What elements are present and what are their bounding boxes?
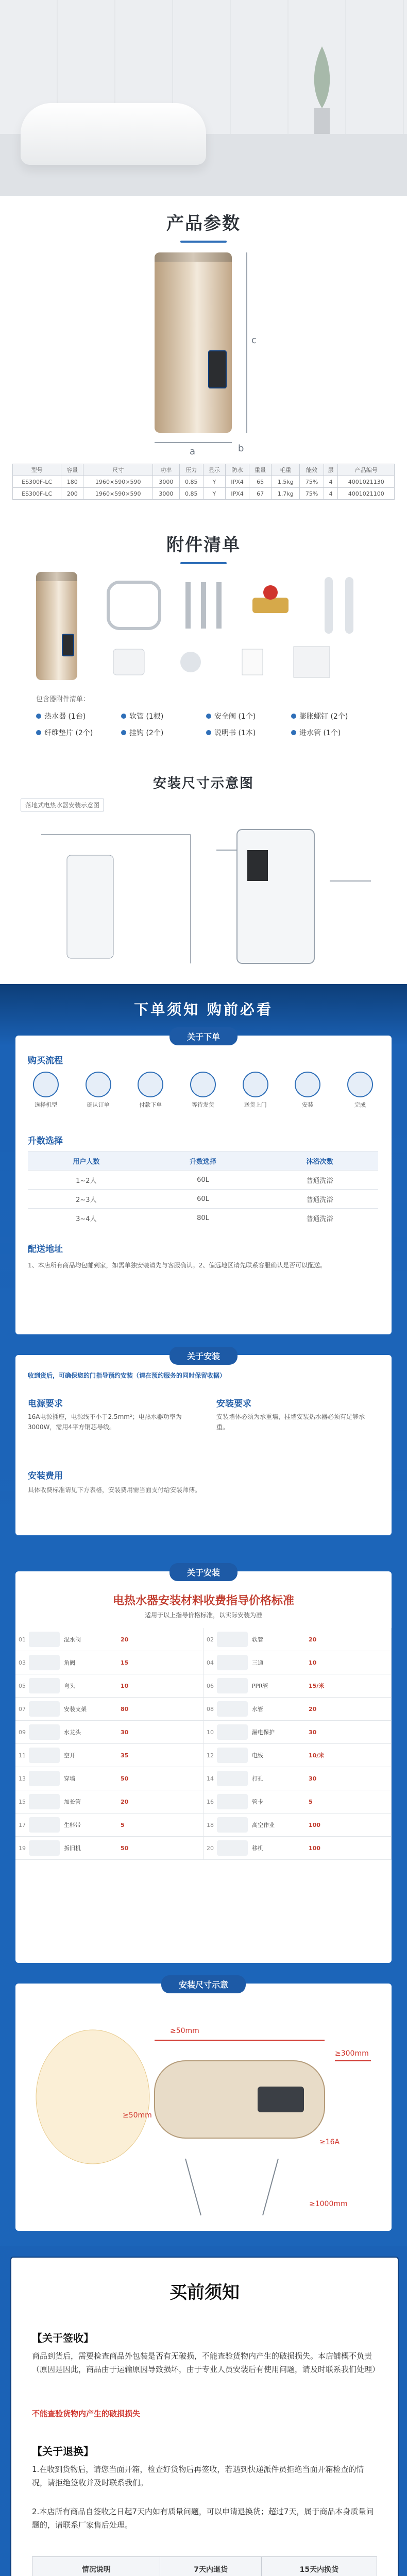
upgrade-heading: 升数选择 xyxy=(28,1136,63,1146)
fee-row xyxy=(15,1674,204,1698)
order-notice-title: 下单须知 购前必看 xyxy=(134,1001,273,1018)
fee-row xyxy=(15,1698,204,1721)
list-item xyxy=(36,727,116,738)
bullet-icon xyxy=(291,714,296,719)
fee-number: 11 xyxy=(19,1752,26,1759)
list-item xyxy=(291,727,371,738)
fee-price: 35 xyxy=(121,1752,129,1759)
fee-number: 17 xyxy=(19,1821,26,1828)
fee-item-image xyxy=(29,1724,60,1740)
mount-text: 安装墙体必须为承重墙，挂墙安装热水器必须有足够承重。 xyxy=(216,1413,365,1431)
table-row xyxy=(32,2557,377,2576)
delivery-heading: 配送地址 xyxy=(28,1244,63,1255)
table-cell: 4001021130 xyxy=(338,476,395,488)
table-cell: IPX4 xyxy=(225,476,249,488)
fee-number: 16 xyxy=(207,1798,214,1805)
fee-row xyxy=(204,1767,392,1790)
table-cell: 用户人数 xyxy=(28,1151,145,1171)
accessory-valve-image xyxy=(242,577,299,634)
signing-body: 商品到货后，需要检查商品外包装是否有无破损，不能查验货物内产生的破损损失。本店铺概不负责（原因是因此，商品由于运输原因导致损坏，由于专业人员安装后有使用问题，请及时联系我们处理） xyxy=(32,2351,380,2374)
fee-price: 20 xyxy=(309,1705,317,1713)
cost-heading: 安装费用 xyxy=(28,1471,63,1481)
table-cell: IPX4 xyxy=(225,488,249,500)
table-cell: 功率 xyxy=(153,464,179,476)
accessory-heater-image xyxy=(36,572,77,680)
order-pill: 关于下单 xyxy=(169,1027,238,1045)
fee-row xyxy=(15,1721,204,1744)
list-item-label: 挂钩 (2个) xyxy=(129,729,164,737)
fee-item-image xyxy=(29,1771,60,1786)
fee-name: 空开 xyxy=(64,1752,75,1759)
dim-floor-label: ≥1000mm xyxy=(309,2200,348,2208)
fee-name: 电线 xyxy=(252,1752,263,1759)
tank-control-panel xyxy=(208,350,227,388)
flow-step xyxy=(28,1072,64,1109)
fee-number: 18 xyxy=(207,1821,214,1828)
fee-price: 30 xyxy=(309,1728,317,1736)
table-cell: 压力 xyxy=(179,464,203,476)
flow-step-label: 完成 xyxy=(354,1101,366,1108)
accessories-list xyxy=(36,711,371,738)
dims-pill: 安装尺寸示意 xyxy=(161,1975,246,1993)
fee-item-image xyxy=(29,1794,60,1809)
dimension-label-a: a xyxy=(190,446,196,457)
fee-price: 50 xyxy=(121,1844,129,1852)
fee-price: 100 xyxy=(309,1844,320,1852)
hero-image xyxy=(0,0,407,196)
fee-name: 水龙头 xyxy=(64,1729,81,1736)
table-cell: 67 xyxy=(249,488,272,500)
fee-item-image xyxy=(217,1771,248,1786)
fee-row xyxy=(15,1814,204,1837)
table-cell: 毛重 xyxy=(272,464,300,476)
bullet-icon xyxy=(36,730,41,735)
flow-step-label: 送货上门 xyxy=(244,1101,267,1108)
fees-title: 电热水器安装材料收费指导价格标准 xyxy=(112,1595,294,1607)
fee-row xyxy=(204,1744,392,1767)
table-cell: Y xyxy=(203,488,225,500)
fee-price: 15 xyxy=(121,1659,129,1666)
buyer-notes-title: 买前须知 xyxy=(169,2282,240,2303)
accessories-title: 附件清单 xyxy=(0,531,407,564)
fee-name: 安装支架 xyxy=(64,1706,87,1713)
flow-step-icon xyxy=(295,1072,320,1097)
table-row xyxy=(28,1171,378,1190)
table-cell: 尺寸 xyxy=(83,464,153,476)
table-cell: 3~4人 xyxy=(28,1209,145,1228)
flow-step xyxy=(80,1072,116,1109)
list-item-label: 纤维垫片 (2个) xyxy=(44,729,93,737)
flow-step-label: 确认订单 xyxy=(87,1101,110,1108)
fee-item-image xyxy=(217,1794,248,1809)
fee-row xyxy=(204,1628,392,1651)
table-cell: ES300F-LC xyxy=(13,488,61,500)
order-notice-section xyxy=(0,984,407,1551)
fee-row xyxy=(204,1837,392,1860)
fee-row xyxy=(15,1744,204,1767)
fee-number: 06 xyxy=(207,1682,214,1689)
fees-pill: 关于安装 xyxy=(169,1563,238,1581)
fee-name: 打孔 xyxy=(252,1775,263,1782)
fee-price: 15/米 xyxy=(309,1683,325,1689)
list-item xyxy=(121,727,201,738)
table-cell: 1.7kg xyxy=(272,488,300,500)
fees-section xyxy=(0,1551,407,2246)
power-heading: 电源要求 xyxy=(28,1399,63,1409)
table-row xyxy=(28,1209,378,1228)
buyer-notes-section xyxy=(0,2246,407,2576)
list-item-label: 热水器 (1台) xyxy=(44,713,86,721)
purchase-flow xyxy=(28,1072,378,1109)
signing-text xyxy=(32,2349,380,2376)
install-diagram xyxy=(21,819,386,974)
fee-price: 20 xyxy=(121,1798,129,1805)
dim-right-label: ≥300mm xyxy=(335,2049,369,2058)
fee-number: 01 xyxy=(19,1636,26,1643)
dimension-line-a xyxy=(155,442,232,443)
table-row xyxy=(13,488,395,500)
returns-heading: 【关于退换】 xyxy=(32,2445,94,2458)
bullet-icon xyxy=(291,730,296,735)
list-item xyxy=(36,711,116,721)
buyer-notes-panel xyxy=(10,2257,399,2576)
fee-price: 30 xyxy=(309,1775,317,1782)
fee-row xyxy=(204,1721,392,1744)
params-table xyxy=(12,464,395,500)
table-cell: 1~2人 xyxy=(28,1171,145,1190)
dimension-label-c: c xyxy=(251,335,257,346)
table-cell: 75% xyxy=(300,488,324,500)
flow-step-icon xyxy=(33,1072,59,1097)
flow-step-icon xyxy=(347,1072,373,1097)
returns-text-1: 1.在收到货物后，请您当面开箱，检查好货物后再签收，若遇到快递派件员拒绝当面开箱检查的情况，请拒绝签收并及时联系我们。 xyxy=(32,2465,364,2487)
fee-number: 12 xyxy=(207,1752,214,1759)
fee-price: 10 xyxy=(121,1682,129,1689)
table-cell: 200 xyxy=(61,488,83,500)
table-cell: 普通洗浴 xyxy=(261,1171,378,1190)
bullet-icon xyxy=(206,730,211,735)
table-cell: 4001021100 xyxy=(338,488,395,500)
fee-name: 移机 xyxy=(252,1845,263,1852)
flow-step xyxy=(132,1072,168,1109)
fee-number: 09 xyxy=(19,1728,26,1736)
fee-price: 5 xyxy=(121,1821,125,1828)
list-item xyxy=(206,727,286,738)
accessories-intro: 包含器附件清单： xyxy=(36,696,90,703)
product-tank-image xyxy=(155,252,232,433)
list-item-label: 进水管 (1个) xyxy=(299,729,341,737)
install-dims-section xyxy=(0,768,407,984)
flow-step-label: 等待发货 xyxy=(191,1101,214,1108)
bullet-icon xyxy=(36,714,41,719)
wall-mount-diagram xyxy=(31,2004,376,2221)
fee-item-image xyxy=(29,1817,60,1833)
table-cell: 3000 xyxy=(153,476,179,488)
fee-row xyxy=(15,1651,204,1674)
table-cell: 普通洗浴 xyxy=(261,1190,378,1209)
list-item xyxy=(291,711,371,721)
table-row xyxy=(28,1151,378,1171)
dim-top-label: ≥50mm xyxy=(170,2027,199,2035)
flow-step xyxy=(290,1072,326,1109)
accessory-bolts-image xyxy=(180,577,227,634)
table-cell: 15天内换货 xyxy=(261,2557,377,2576)
fee-number: 05 xyxy=(19,1682,26,1689)
fee-name: 混水阀 xyxy=(64,1636,81,1643)
table-cell: 型号 xyxy=(13,464,61,476)
list-item xyxy=(206,711,286,721)
table-cell: 2~3人 xyxy=(28,1190,145,1209)
list-item-label: 安全阀 (1个) xyxy=(214,713,256,721)
fee-number: 19 xyxy=(19,1844,26,1852)
fee-item-image xyxy=(29,1632,60,1647)
signing-highlight xyxy=(32,2407,377,2420)
fee-number: 13 xyxy=(19,1775,26,1782)
plant-illustration xyxy=(299,41,345,134)
dims-card xyxy=(15,1980,392,2231)
accessory-small-parts-image xyxy=(108,639,355,685)
fee-row xyxy=(204,1698,392,1721)
fee-number: 03 xyxy=(19,1659,26,1666)
table-cell: 65 xyxy=(249,476,272,488)
fee-name: 角阀 xyxy=(64,1659,75,1666)
delivery-text: 1、本店所有商品均包邮到家，如需单独安装请先与客服确认。2、偏远地区请先联系客服确认是否可以配送。 xyxy=(28,1262,327,1269)
table-cell: 情况说明 xyxy=(32,2557,160,2576)
params-title: 产品参数 xyxy=(0,209,407,243)
flow-step xyxy=(342,1072,378,1109)
bathtub-illustration xyxy=(21,103,206,165)
table-cell: 层 xyxy=(324,464,338,476)
fee-name: 弯头 xyxy=(64,1683,75,1689)
table-row xyxy=(13,476,395,488)
fee-item-image xyxy=(217,1724,248,1740)
table-cell: 容量 xyxy=(61,464,83,476)
fees-grid xyxy=(15,1628,392,1860)
fee-row xyxy=(204,1651,392,1674)
fee-name: 穿墙 xyxy=(64,1775,75,1782)
fee-row xyxy=(204,1814,392,1837)
fees-subtitle: 适用于以上指导价格标准，以实际安装为准 xyxy=(144,1612,262,1619)
list-item xyxy=(121,711,201,721)
fee-name: 拆旧机 xyxy=(64,1845,81,1852)
flow-step-icon xyxy=(243,1072,268,1097)
table-cell: 60L xyxy=(145,1171,262,1190)
flow-heading: 购买流程 xyxy=(28,1056,63,1066)
fee-row xyxy=(15,1767,204,1790)
params-table-head xyxy=(13,464,395,476)
fee-name: PPR管 xyxy=(252,1683,268,1689)
flow-step-icon xyxy=(86,1072,111,1097)
returns-table xyxy=(32,2556,377,2576)
install-intro: 收到货后，可确保您的门指导预约安装（请在预约服务的同时保留收据） xyxy=(28,1372,226,1379)
fee-item-image xyxy=(29,1701,60,1717)
table-cell: 0.85 xyxy=(179,476,203,488)
tank-cap xyxy=(36,572,77,581)
flow-step-icon xyxy=(138,1072,163,1097)
table-cell: 7天内退货 xyxy=(160,2557,261,2576)
cost-text: 具体收费标准请见下方表格，安装费用需当面支付给安装师傅。 xyxy=(28,1486,201,1494)
fee-name: 高空作业 xyxy=(252,1822,275,1828)
table-cell: 1.5kg xyxy=(272,476,300,488)
table-cell: 4 xyxy=(324,488,338,500)
accessory-pipes-image xyxy=(314,572,376,639)
fee-name: 水管 xyxy=(252,1706,263,1713)
fee-price: 80 xyxy=(121,1705,129,1713)
fee-price: 50 xyxy=(121,1775,129,1782)
fee-price: 10 xyxy=(309,1659,317,1666)
fee-item-image xyxy=(217,1840,248,1856)
table-cell: 显示 xyxy=(203,464,225,476)
fee-number: 04 xyxy=(207,1659,214,1666)
fee-row xyxy=(15,1628,204,1651)
list-item-label: 软管 (1根) xyxy=(129,713,164,721)
table-cell: 产品编号 xyxy=(338,464,395,476)
flow-step-label: 选择机型 xyxy=(35,1101,57,1108)
fee-name: 生料带 xyxy=(64,1822,81,1828)
table-cell: 0.85 xyxy=(179,488,203,500)
fee-number: 14 xyxy=(207,1775,214,1782)
dimension-label-b: b xyxy=(238,443,244,454)
params-section xyxy=(0,196,407,526)
fee-name: 漏电保护 xyxy=(252,1729,275,1736)
table-cell: Y xyxy=(203,476,225,488)
fee-row xyxy=(15,1790,204,1814)
fee-item-image xyxy=(217,1632,248,1647)
fee-item-image xyxy=(29,1655,60,1670)
table-cell: 4 xyxy=(324,476,338,488)
install-note: 落地式电热水器安装示意图 xyxy=(21,799,104,811)
fee-number: 15 xyxy=(19,1798,26,1805)
table-cell: 能效 xyxy=(300,464,324,476)
fee-price: 5 xyxy=(309,1798,313,1805)
table-cell: 防水 xyxy=(225,464,249,476)
list-item-label: 膨胀螺钉 (2个) xyxy=(299,713,348,721)
dim-side-label: ≥50mm xyxy=(123,2111,152,2120)
table-cell: ES300F-LC xyxy=(13,476,61,488)
dim-power-label: ≥16A xyxy=(319,2138,340,2146)
dimension-line-c xyxy=(246,252,247,433)
fee-price: 30 xyxy=(121,1728,129,1736)
fee-name: 软管 xyxy=(252,1636,263,1643)
fee-row xyxy=(15,1837,204,1860)
tank-cap xyxy=(155,252,232,262)
table-cell: 75% xyxy=(300,476,324,488)
table-cell: 1960×590×590 xyxy=(83,476,153,488)
signing-red-text: 不能查验货物内产生的破损损失 xyxy=(32,2409,141,2418)
fee-item-image xyxy=(217,1655,248,1670)
bullet-icon xyxy=(121,714,126,719)
returns-text-2: 2.本店所有商品自签收之日起7天内如有质量问题，可以申请退换货；超过7天，属于商品本身质量问题的，请联系厂家售后处理。 xyxy=(32,2507,374,2530)
table-cell: 180 xyxy=(61,476,83,488)
install-pill: 关于安装 xyxy=(169,1347,238,1365)
capacity-table xyxy=(28,1151,378,1227)
fee-name: 管卡 xyxy=(252,1799,263,1805)
table-cell: 升数选择 xyxy=(145,1151,262,1171)
table-cell: 沐浴次数 xyxy=(261,1151,378,1171)
fee-name: 加长管 xyxy=(64,1799,81,1805)
fee-number: 02 xyxy=(207,1636,214,1643)
fee-item-image xyxy=(29,1678,60,1693)
fee-item-image xyxy=(29,1840,60,1856)
list-item-label: 说明书 (1本) xyxy=(214,729,256,737)
flow-step xyxy=(185,1072,221,1109)
accessories-section xyxy=(0,526,407,768)
table-row xyxy=(28,1190,378,1209)
tank-control-panel xyxy=(62,634,74,656)
fee-number: 10 xyxy=(207,1728,214,1736)
fee-row xyxy=(204,1674,392,1698)
flow-step-label: 付款下单 xyxy=(139,1101,162,1108)
fee-item-image xyxy=(217,1678,248,1693)
fee-price: 20 xyxy=(309,1636,317,1643)
install-card xyxy=(15,1351,392,1535)
fee-price: 10/米 xyxy=(309,1752,325,1759)
accessory-hose-image xyxy=(103,577,165,634)
fee-price: 100 xyxy=(309,1821,320,1828)
bullet-icon xyxy=(121,730,126,735)
table-cell: 1960×590×590 xyxy=(83,488,153,500)
fee-price: 20 xyxy=(121,1636,129,1643)
table-cell: 80L xyxy=(145,1209,262,1228)
table-cell: 3000 xyxy=(153,488,179,500)
power-text: 16A电源插座，电源线不小于2.5mm²；电热水器功率为3000W，需用4平方铜芯导线。 xyxy=(28,1413,182,1431)
table-cell: 60L xyxy=(145,1190,262,1209)
mount-heading: 安装要求 xyxy=(216,1399,251,1409)
flow-step-label: 安装 xyxy=(302,1101,314,1108)
flow-step xyxy=(238,1072,274,1109)
fee-number: 20 xyxy=(207,1844,214,1852)
fee-name: 三通 xyxy=(252,1659,263,1666)
fee-item-image xyxy=(217,1817,248,1833)
fee-item-image xyxy=(217,1701,248,1717)
signing-heading: 【关于签收】 xyxy=(32,2332,94,2344)
fee-item-image xyxy=(217,1748,248,1763)
install-dims-title: 安装尺寸示意图 xyxy=(152,776,254,791)
table-cell: 普通洗浴 xyxy=(261,1209,378,1228)
table-cell: 重量 xyxy=(249,464,272,476)
fee-number: 07 xyxy=(19,1705,26,1713)
fee-number: 08 xyxy=(207,1705,214,1713)
bullet-icon xyxy=(206,714,211,719)
order-card xyxy=(15,1032,392,1334)
flow-step-icon xyxy=(190,1072,216,1097)
fee-row xyxy=(204,1790,392,1814)
fee-item-image xyxy=(29,1748,60,1763)
